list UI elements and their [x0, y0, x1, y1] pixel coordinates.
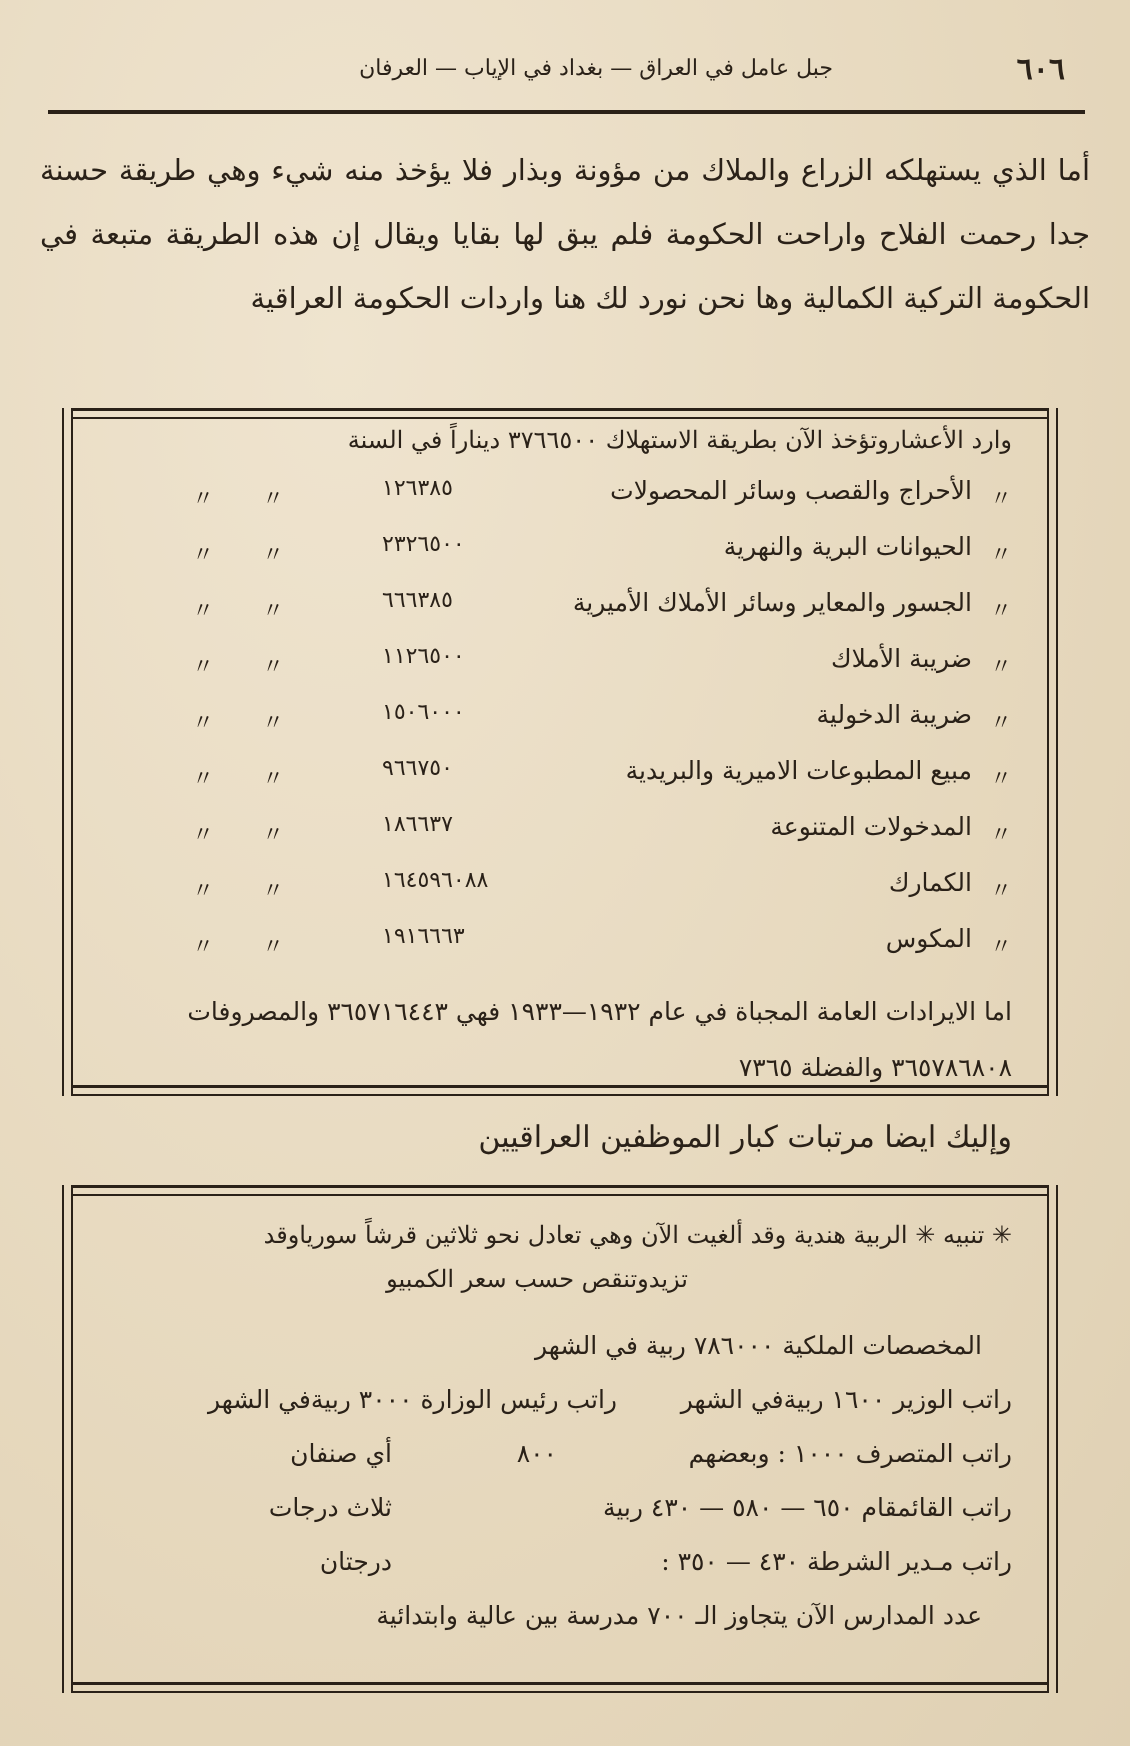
table-row — [112, 868, 1012, 924]
salary-col-1: راتب المتصرف ١٠٠٠ : وبعضهم — [688, 1439, 1012, 1468]
salary-col-1: راتب مـدير الشرطة ٤٣٠ — ٣٥٠ : — [661, 1547, 1012, 1576]
revenue-amount: ١٥٠٦٠٠٠ — [382, 700, 465, 725]
table-row — [112, 644, 1012, 700]
ditto-mark: 〃 — [989, 879, 1012, 904]
schools-line — [92, 1589, 1012, 1643]
ditto-mark: 〃 — [262, 487, 285, 512]
ditto-mark: 〃 — [262, 823, 285, 848]
table-row — [112, 924, 1012, 980]
ditto-mark: 〃 — [989, 767, 1012, 792]
frame-border-left — [62, 1185, 73, 1693]
schools-count: عدد المدارس الآن يتجاوز الـ ٧٠٠ مدرسة بين عالية وابتدائية — [376, 1601, 982, 1630]
salary-line — [92, 1427, 1012, 1481]
revenue-label: الجسور والمعاير وسائر الأملاك الأميرية — [572, 588, 972, 617]
ditto-mark: 〃 — [192, 711, 215, 736]
ditto-mark: 〃 — [989, 655, 1012, 680]
revenue-amount: ١٢٦٣٨٥ — [382, 476, 453, 501]
currency-note — [92, 1213, 1012, 1301]
ditto-mark: 〃 — [262, 543, 285, 568]
ditto-mark: 〃 — [989, 599, 1012, 624]
salaries-heading: وإليك ايضا مرتبات كبار الموظفين العراقيين — [478, 1120, 1012, 1155]
ditto-mark: 〃 — [989, 543, 1012, 568]
running-title: جبل عامل في العراق — بغداد في الإياب — العرفان — [359, 56, 833, 81]
ditto-mark: 〃 — [989, 935, 1012, 960]
table-row — [112, 588, 1012, 644]
tithes-revenue-line: وارد الأعشاروتؤخذ الآن بطريقة الاستهلاك ٣٧٦٦٥٠٠ ديناراً في السنة — [347, 426, 1012, 454]
salary-col-3: أي صنفان — [290, 1439, 392, 1468]
table-row — [112, 812, 1012, 868]
ditto-mark: 〃 — [989, 823, 1012, 848]
ditto-mark: 〃 — [262, 711, 285, 736]
frame-border-right — [1047, 1185, 1058, 1693]
royal-allocations-line — [92, 1319, 1012, 1373]
revenue-amount: ١١٢٦٥٠٠ — [382, 644, 465, 669]
salary-line — [92, 1535, 1012, 1589]
revenue-label: الأحراج والقصب وسائر المحصولات — [610, 476, 972, 505]
revenue-label: الكمارك — [888, 868, 972, 897]
revenue-amount: ٩٦٦٧٥٠ — [382, 756, 453, 781]
ditto-mark: 〃 — [192, 823, 215, 848]
note-label: تنبيه — [942, 1221, 985, 1249]
revenue-label: المكوس — [885, 924, 972, 953]
ditto-mark: 〃 — [989, 487, 1012, 512]
header-rule — [48, 110, 1085, 114]
page-header — [48, 52, 1083, 100]
ditto-mark: 〃 — [192, 543, 215, 568]
salary-col-2: راتب رئيس الوزارة ٣٠٠٠ ربيةفي الشهر — [207, 1385, 617, 1414]
frame-rule-top — [72, 1185, 1048, 1196]
table-row — [112, 700, 1012, 756]
ditto-mark: 〃 — [262, 655, 285, 680]
asterisk-ornament-icon: ✳ — [991, 1221, 1012, 1249]
table-row — [112, 756, 1012, 812]
ditto-mark: 〃 — [989, 711, 1012, 736]
ditto-mark: 〃 — [192, 655, 215, 680]
salary-line — [92, 1373, 1012, 1427]
note-line — [92, 1213, 1012, 1257]
note-continuation: تزيدوتنقص حسب سعر الكمبيو — [386, 1265, 688, 1293]
salary-col-1: راتب الوزير ١٦٠٠ ربيةفي الشهر — [680, 1385, 1012, 1414]
salary-list — [92, 1319, 1012, 1643]
ditto-mark: 〃 — [192, 935, 215, 960]
table-row — [112, 476, 1012, 532]
revenue-amount: ١٨٦٦٣٧ — [382, 812, 453, 837]
ditto-mark: 〃 — [262, 767, 285, 792]
revenue-amount: ٦٦٦٣٨٥ — [382, 588, 453, 613]
salary-col-3: درجتان — [319, 1547, 392, 1576]
frame-rule-bottom — [72, 1682, 1048, 1693]
totals-line: ٣٦٥٧٨٦٨٠٨ والفضلة ٧٣٦٥ — [738, 1053, 1012, 1082]
revenue-amount: ١٩١٦٦٦٣ — [382, 924, 465, 949]
ditto-mark: 〃 — [192, 599, 215, 624]
intro-paragraph: أما الذي يستهلكه الزراع والملاك من مؤونة وبذار فلا يؤخذ منه شيء وهي طريقة حسنة جدا رحمت الفلاح واراحت الحكومة فلم يبق لها بقايا ويقال إن هذه الطريقة متبعة في الحكومة التركية الكمالية وها نحن نورد لك هنا واردات الحكومة العراقية — [40, 153, 1090, 315]
frame-rule-top — [72, 408, 1048, 419]
revenue-table — [112, 476, 1012, 980]
revenue-label: الحيوانات البرية والنهرية — [723, 532, 972, 561]
ditto-mark: 〃 — [192, 879, 215, 904]
revenue-label: ضريبة الأملاك — [831, 644, 972, 673]
table-row — [112, 532, 1012, 588]
salary-col-2: ٨٠٠ — [516, 1439, 557, 1468]
ditto-mark: 〃 — [262, 599, 285, 624]
totals-line: اما الايرادات العامة المجباة في عام ١٩٣٢—١٩٣٣ فهي ٣٦٥٧١٦٤٤٣ والمصروفات — [187, 997, 1012, 1026]
salary-col-3: ثلاث درجات — [268, 1493, 392, 1522]
asterisk-ornament-icon: ✳ — [915, 1221, 936, 1249]
revenue-label: المدخولات المتنوعة — [770, 812, 972, 841]
salary-col-1: راتب القائمقام ٦٥٠ — ٥٨٠ — ٤٣٠ ربية — [602, 1493, 1012, 1522]
revenue-box — [62, 408, 1058, 1096]
revenue-totals — [87, 984, 1012, 1096]
frame-border-right — [1047, 408, 1058, 1096]
ditto-mark: 〃 — [192, 767, 215, 792]
ditto-mark: 〃 — [262, 935, 285, 960]
salary-line — [92, 1481, 1012, 1535]
ditto-mark: 〃 — [262, 879, 285, 904]
revenue-amount: ١٦٤٥٩٦٠٨٨ — [382, 868, 489, 893]
royal-allocations: المخصصات الملكية ٧٨٦٠٠٠ ربية في الشهر — [535, 1331, 982, 1360]
revenue-amount: ٢٣٢٦٥٠٠ — [382, 532, 465, 557]
frame-border-left — [62, 408, 73, 1096]
page-number: ٦٠٦ — [1016, 52, 1065, 87]
salaries-box — [62, 1185, 1058, 1693]
ditto-mark: 〃 — [192, 487, 215, 512]
revenue-label: ضريبة الدخولية — [816, 700, 972, 729]
revenue-label: مبيع المطبوعات الاميرية والبريدية — [625, 756, 972, 785]
note-text: الربية هندية وقد ألغيت الآن وهي تعادل نحو ثلاثين قرشاً سورياوقد — [263, 1221, 908, 1249]
